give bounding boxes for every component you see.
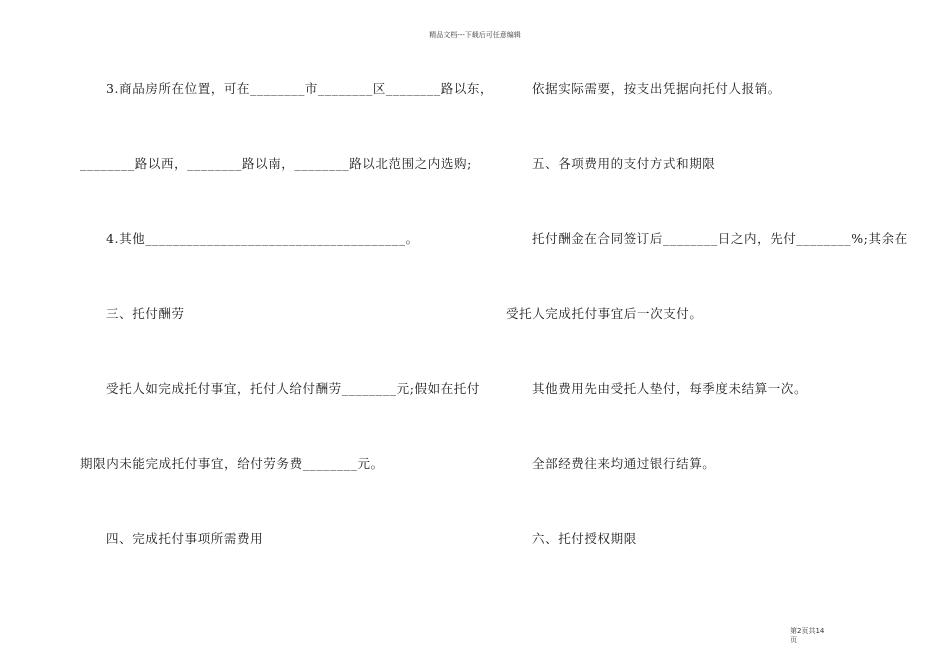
section-heading-payment: 五、各项费用的支付方式和期限: [532, 156, 716, 171]
location-clause-continued: ________路以西，________路以南，________路以北范围之内选购;: [80, 156, 472, 171]
remuneration-clause-continued: 期限内未能完成托付事宜，给付劳务费________元。: [80, 456, 384, 471]
page-number-line2: 页: [790, 636, 797, 644]
payment-clause-continued: 受托人完成托付事宜后一次支付。: [506, 306, 703, 321]
section-heading-remuneration: 三、托付酬劳: [106, 306, 185, 321]
page-header: 精品文档---下载后可任意编辑: [429, 31, 521, 39]
other-expenses-clause: 其他费用先由受托人垫付，每季度未结算一次。: [532, 381, 808, 396]
page-number: [790, 627, 840, 645]
bank-settlement-clause: 全部经费往来均通过银行结算。: [532, 456, 716, 471]
section-heading-expenses: 四、完成托付事项所需费用: [106, 531, 264, 546]
expense-reimbursement-clause: 依据实际需要，按支出凭据向托付人报销。: [532, 81, 781, 96]
page-number-line1: 第2页共14: [790, 627, 825, 635]
other-clause: 4.其他______________________________________。: [106, 231, 419, 246]
remuneration-clause: 受托人如完成托付事宜，托付人给付酬劳________元;假如在托付: [106, 381, 481, 396]
section-heading-authorization-period: 六、托付授权期限: [532, 531, 637, 546]
payment-clause: 托付酬金在合同签订后________日之内，先付________%;其余在: [532, 231, 908, 246]
location-clause: 3.商品房所在位置，可在________市________区________路以东，: [106, 81, 494, 96]
